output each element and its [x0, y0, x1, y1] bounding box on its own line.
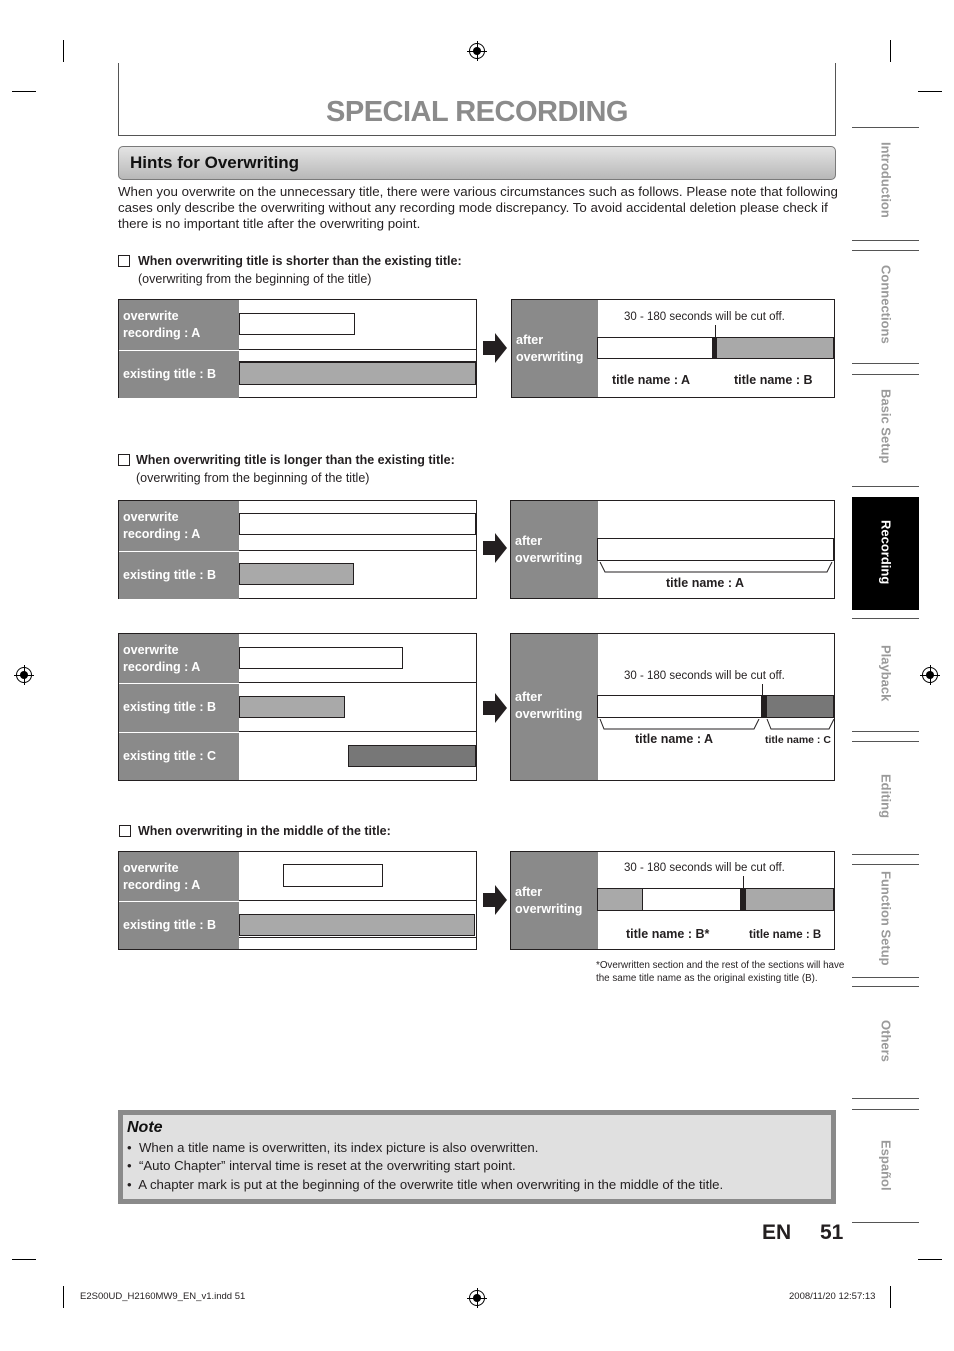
label-after-overwriting — [511, 852, 598, 949]
label-after-overwriting — [511, 501, 598, 598]
bar-recording-a — [239, 513, 476, 535]
tab-recording[interactable] — [852, 497, 919, 610]
label-text: recording : A — [123, 527, 201, 541]
after-diagram — [510, 500, 835, 599]
note-title: Note — [127, 1119, 163, 1136]
bar-after-a — [597, 538, 834, 561]
label-overwrite-a — [119, 501, 239, 551]
tab-label: Connections — [878, 265, 893, 344]
before-diagram — [118, 851, 477, 950]
tab-playback[interactable] — [852, 618, 919, 732]
case-subheading: (overwriting from the beginning of the title) — [138, 272, 372, 286]
tab-label: Playback — [878, 645, 893, 702]
section-title: Hints for Overwriting — [130, 153, 300, 172]
title-name-c: title name : C — [765, 734, 831, 746]
tab-label: Basic Setup — [878, 389, 893, 464]
tab-label: Recording — [878, 520, 893, 585]
bar-existing-c — [348, 745, 476, 767]
arrow-right-icon — [483, 693, 507, 723]
note-item: • When a title name is overwritten, its index picture is also overwritten. — [127, 1140, 539, 1155]
divider — [239, 349, 477, 350]
case-subheading: (overwriting from the beginning of the title) — [136, 471, 370, 485]
cut-off-note: 30 - 180 seconds will be cut off. — [624, 862, 785, 874]
bar-existing-b — [239, 696, 345, 718]
label-text: overwriting — [515, 902, 583, 916]
note-item: • “Auto Chapter” interval time is reset at the overwriting start point. — [127, 1158, 516, 1173]
tab-espanol[interactable] — [852, 1109, 919, 1223]
note-inner — [123, 1115, 831, 1199]
label-text: overwrite — [123, 643, 179, 657]
page-number: 51 — [820, 1221, 844, 1244]
title-name-b-star: title name : B* — [626, 927, 710, 941]
bar-after-a — [597, 695, 762, 718]
label-text: existing title : B — [123, 568, 217, 582]
bar-recording-a — [239, 313, 355, 335]
title-name-b: title name : B — [734, 373, 813, 387]
bar-after-a — [642, 888, 741, 911]
label-text: recording : A — [123, 878, 201, 892]
case-heading: When overwriting in the middle of the title: — [138, 824, 391, 838]
crop-mark — [12, 91, 36, 92]
label-text: overwriting — [516, 350, 584, 364]
label-after-overwriting — [512, 300, 598, 397]
after-diagram — [511, 299, 835, 398]
label-overwrite-a — [119, 634, 239, 683]
divider — [239, 682, 477, 683]
label-text: overwrite — [123, 861, 179, 875]
title-name-b: title name : B — [749, 929, 822, 941]
title-name-a: title name : A — [666, 576, 745, 590]
label-existing-b — [119, 551, 239, 599]
note-item-text: A chapter mark is put at the beginning of the overwrite title when overwriting in the middle of the title. — [138, 1177, 724, 1192]
tab-label: Español — [878, 1140, 893, 1191]
crop-mark — [918, 91, 942, 92]
label-text: recording : A — [123, 326, 201, 340]
label-text: recording : A — [123, 660, 201, 674]
before-diagram — [118, 299, 477, 398]
before-diagram — [118, 500, 477, 599]
label-text: overwriting — [515, 707, 583, 721]
arrow-right-icon — [483, 333, 507, 363]
label-overwrite-a — [119, 852, 239, 901]
section-header — [118, 146, 836, 180]
tab-connections[interactable] — [852, 250, 919, 364]
tab-function-setup[interactable] — [852, 864, 919, 978]
tab-label: Introduction — [878, 142, 893, 218]
arrow-right-icon — [483, 533, 507, 563]
page-title: SPECIAL RECORDING — [326, 96, 628, 128]
label-existing-b — [119, 683, 239, 732]
tab-others[interactable] — [852, 986, 919, 1099]
divider — [239, 550, 477, 551]
bar-existing-b — [239, 914, 475, 936]
before-diagram — [118, 633, 477, 781]
label-text: existing title : B — [123, 700, 217, 714]
label-text: after — [515, 885, 543, 899]
crop-mark — [63, 1286, 64, 1308]
note-box — [118, 1110, 836, 1204]
footnote: *Overwritten section and the rest of the sections will have the same title name as the original existing title (B). — [596, 960, 845, 984]
note-item-text: When a title name is overwritten, its index picture is also overwritten. — [138, 1140, 539, 1155]
after-diagram — [510, 633, 835, 781]
pointer-line — [715, 325, 716, 337]
crop-mark — [890, 40, 891, 62]
label-text: existing title : B — [123, 918, 217, 932]
label-text: after — [516, 333, 544, 347]
registration-mark-icon — [469, 1290, 485, 1306]
tab-editing[interactable] — [852, 741, 919, 855]
label-existing-b — [119, 350, 239, 398]
title-name-a: title name : A — [612, 373, 691, 387]
label-after-overwriting — [511, 634, 598, 780]
note-item: • A chapter mark is put at the beginning of the overwrite title when overwriting in the middle of the title. — [127, 1177, 724, 1192]
label-text: existing title : C — [123, 749, 217, 763]
divider — [239, 731, 477, 732]
label-text: existing title : B — [123, 367, 217, 381]
tab-introduction[interactable] — [852, 127, 919, 241]
divider — [239, 900, 477, 901]
crop-mark — [890, 1286, 891, 1308]
note-item-text: “Auto Chapter” interval time is reset at the overwriting start point. — [138, 1158, 516, 1173]
bar-recording-a — [239, 647, 403, 669]
file-slug: E2S00UD_H2160MW9_EN_v1.indd 51 — [80, 1291, 246, 1302]
tab-basic-setup[interactable] — [852, 374, 919, 487]
bar-after-c — [766, 695, 834, 718]
bar-recording-a — [283, 864, 383, 887]
tab-label: Others — [878, 1020, 893, 1062]
label-text: overwriting — [515, 551, 583, 565]
brace-line — [599, 719, 835, 731]
case-heading: When overwriting title is longer than the existing title: — [136, 453, 455, 467]
bar-after-b-start — [597, 888, 643, 911]
checkbox-square-icon — [118, 255, 130, 267]
brace-line — [599, 562, 833, 574]
label-overwrite-a — [119, 300, 239, 350]
registration-mark-icon — [16, 667, 32, 683]
bar-after-b-end — [745, 888, 834, 911]
bar-existing-b — [239, 563, 354, 585]
cut-off-note: 30 - 180 seconds will be cut off. — [624, 311, 785, 323]
case-heading: When overwriting title is shorter than the existing title: — [138, 254, 462, 268]
language-code: EN — [762, 1221, 792, 1244]
crop-mark — [918, 1259, 942, 1260]
label-text: overwrite — [123, 309, 179, 323]
tab-label: Function Setup — [878, 871, 893, 966]
registration-mark-icon — [922, 667, 938, 683]
title-name-a: title name : A — [635, 732, 714, 746]
crop-mark — [63, 40, 64, 62]
tab-label: Editing — [878, 774, 893, 819]
label-text: after — [515, 534, 543, 548]
date-slug: 2008/11/20 12:57:13 — [789, 1291, 876, 1302]
checkbox-square-icon — [119, 825, 131, 837]
crop-mark — [12, 1259, 36, 1260]
label-text: after — [515, 690, 543, 704]
bar-after-a — [597, 337, 713, 359]
registration-mark-icon — [469, 43, 485, 59]
intro-paragraph: When you overwrite on the unnecessary title, there were various circumstances such as follows. Please note that following cases only describe the overwriting without any recording mode discrepancy. To avoid accidental deletion please check if there is no important title after the overwriting point. — [118, 184, 838, 231]
bar-existing-b — [239, 362, 476, 385]
cut-off-note: 30 - 180 seconds will be cut off. — [624, 670, 785, 682]
label-text: overwrite — [123, 510, 179, 524]
divider — [239, 937, 477, 938]
arrow-right-icon — [483, 885, 507, 915]
pointer-line — [743, 876, 744, 888]
label-existing-b — [119, 901, 239, 949]
checkbox-square-icon — [118, 454, 130, 466]
label-existing-c — [119, 732, 239, 780]
after-diagram — [510, 851, 835, 950]
bar-after-b — [716, 337, 834, 359]
